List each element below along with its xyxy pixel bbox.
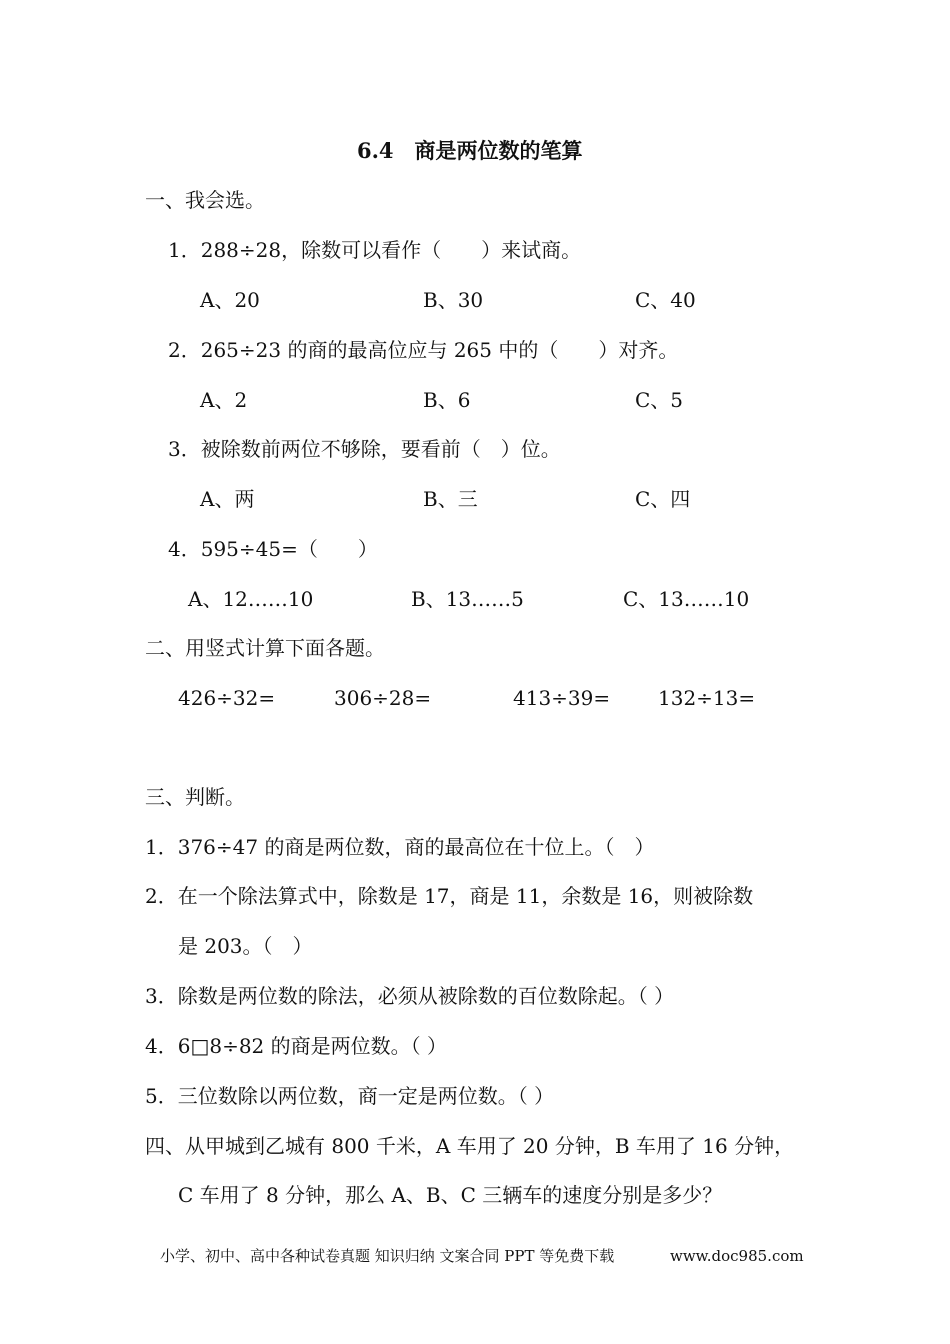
q4-option-b: B、13……5 xyxy=(411,587,524,611)
q1-option-b: B、30 xyxy=(423,288,484,312)
q2-option-c: C、5 xyxy=(635,388,684,412)
judge-item-1: 1．376÷47 的商是两位数，商的最高位在十位上。（ ） xyxy=(145,835,655,859)
q3-option-c: C、四 xyxy=(635,487,691,511)
section4-line2: C 车用了 8 分钟，那么 A、B、C 三辆车的速度分别是多少？ xyxy=(178,1183,723,1207)
section4-line1: 四、从甲城到乙城有 800 千米，A 车用了 20 分钟，B 车用了 16 分钟， xyxy=(145,1134,795,1158)
q1-option-a: A、20 xyxy=(200,288,260,312)
page-title: 6.4 商是两位数的笔算 xyxy=(357,138,583,163)
q4-text: 4．595÷45=（ ） xyxy=(168,537,378,561)
q1-option-c: C、40 xyxy=(635,288,696,312)
problem-2: 306÷28= xyxy=(334,686,432,710)
q2-option-a: A、2 xyxy=(200,388,248,412)
judge-item-2: 2．在一个除法算式中，除数是 17，商是 11，余数是 16，则被除数 xyxy=(145,884,754,908)
q2-text: 2．265÷23 的商的最高位应与 265 中的（ ）对齐。 xyxy=(168,338,679,362)
footer-text: 小学、初中、高中各种试卷真题 知识归纳 文案合同 PPT 等免费下载 xyxy=(160,1247,615,1265)
footer-url[interactable]: www.doc985.com xyxy=(670,1247,804,1265)
q3-option-b: B、三 xyxy=(423,487,478,511)
judge-item-2-cont: 是 203。（ ） xyxy=(178,934,313,958)
q4-option-a: A、12……10 xyxy=(188,587,314,611)
problem-4: 132÷13= xyxy=(658,686,756,710)
q3-option-a: A、两 xyxy=(200,487,255,511)
problem-3: 413÷39= xyxy=(513,686,611,710)
section1-heading: 一、我会选。 xyxy=(145,188,265,212)
judge-item-5: 5．三位数除以两位数，商一定是两位数。（ ） xyxy=(145,1084,555,1108)
q3-text: 3．被除数前两位不够除，要看前（ ）位。 xyxy=(168,437,561,461)
section3-heading: 三、判断。 xyxy=(145,785,245,809)
problem-1: 426÷32= xyxy=(178,686,276,710)
judge-item-3: 3．除数是两位数的除法，必须从被除数的百位数除起。（ ） xyxy=(145,984,675,1008)
q1-text: 1．288÷28，除数可以看作（ ）来试商。 xyxy=(168,238,582,262)
q4-option-c: C、13……10 xyxy=(623,587,750,611)
section2-heading: 二、用竖式计算下面各题。 xyxy=(145,636,385,660)
judge-item-4: 4．6□8÷82 的商是两位数。（ ） xyxy=(145,1034,447,1058)
q2-option-b: B、6 xyxy=(423,388,471,412)
